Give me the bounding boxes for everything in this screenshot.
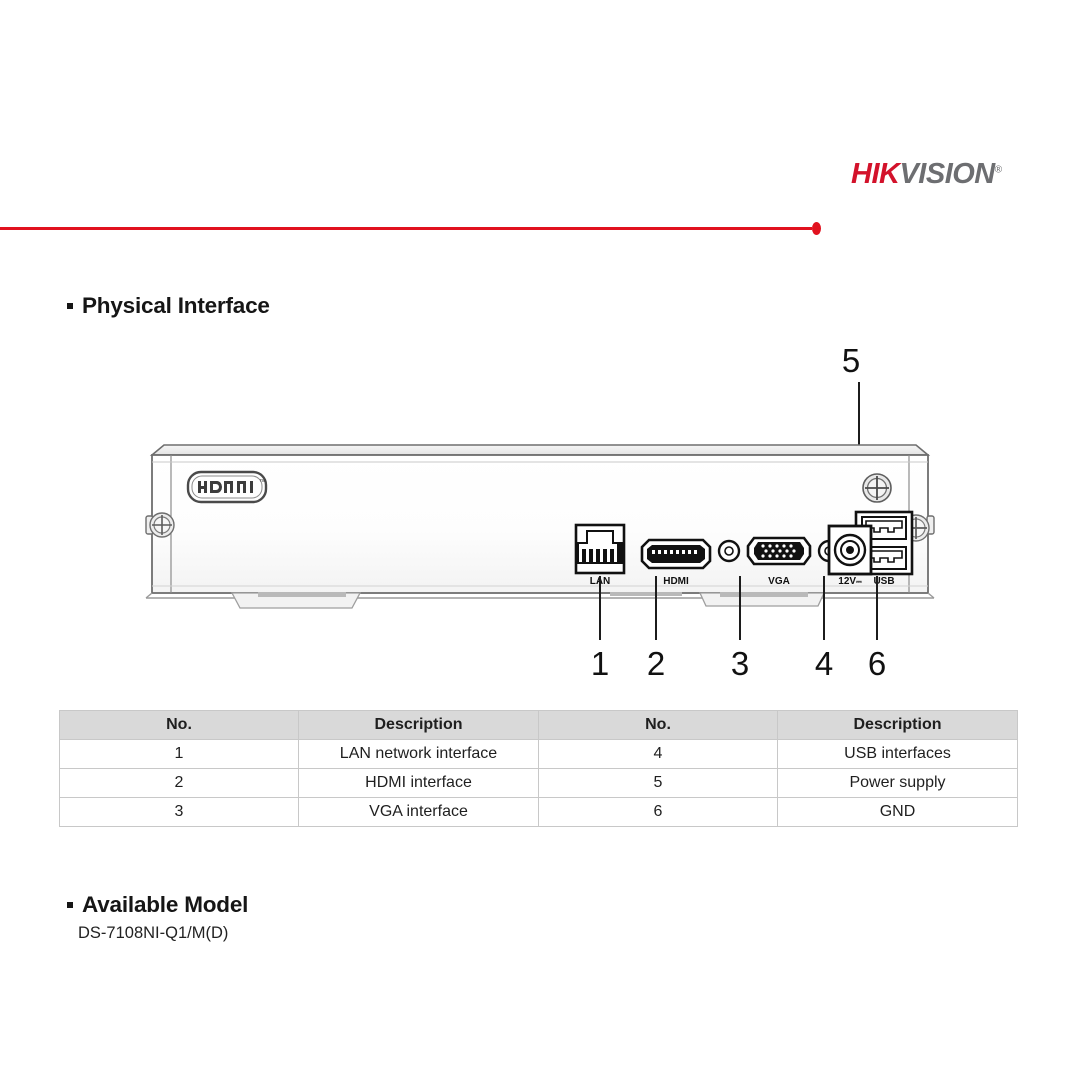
column-header-desc-right: Description <box>778 711 1018 740</box>
chassis-outline <box>146 445 934 598</box>
cell-no: 5 <box>539 769 778 798</box>
cell-no: 4 <box>539 740 778 769</box>
callout-number-4: 4 <box>814 645 834 682</box>
model-number-text: DS-7108NI-Q1/M(D) <box>78 924 229 942</box>
square-bullet-icon <box>67 303 73 309</box>
device-rear-panel-diagram <box>140 340 940 690</box>
chassis-foot-left <box>232 592 360 608</box>
cell-desc: LAN network interface <box>299 740 539 769</box>
gnd-screw <box>863 474 891 502</box>
header-divider-dot <box>812 222 821 235</box>
cell-desc: Power supply <box>778 769 1018 798</box>
heading-label: Available Model <box>82 892 249 917</box>
screw-left <box>150 513 174 537</box>
chassis-vent-slot <box>610 592 682 596</box>
hdmi-trademark-icon: ™ <box>259 479 266 486</box>
lan-port-label: LAN <box>589 576 611 587</box>
heading-label: Physical Interface <box>82 293 270 318</box>
cell-no: 1 <box>60 740 299 769</box>
power-port-label: 12V⎓ <box>838 576 862 587</box>
vga-port-label: VGA <box>768 576 790 587</box>
cell-no: 3 <box>60 798 299 827</box>
table-header-row <box>60 711 1018 740</box>
cell-desc: VGA interface <box>299 798 539 827</box>
registered-trademark-icon: ® <box>994 164 1002 176</box>
cell-no: 2 <box>60 769 299 798</box>
cell-desc: GND <box>778 798 1018 827</box>
callout-number-2: 2 <box>646 645 666 682</box>
column-header-desc-left: Description <box>299 711 539 740</box>
power-input-jack <box>829 526 871 574</box>
usb-port-label: USB <box>873 576 895 587</box>
column-header-no-right: No. <box>539 711 778 740</box>
callout-number-1: 1 <box>590 645 610 682</box>
table-row <box>60 740 1018 769</box>
page-title-physical-interface <box>67 293 270 319</box>
table-row <box>60 798 1018 827</box>
callout-number-3: 3 <box>730 645 750 682</box>
logo-text-hik: HIK <box>851 158 900 190</box>
page-title-available-model <box>67 892 248 918</box>
chassis-foot-right <box>700 592 824 606</box>
header-divider-line <box>0 227 812 230</box>
callout-number-6: 6 <box>867 645 887 682</box>
hikvision-logo <box>851 158 1002 191</box>
lan-port <box>576 525 624 573</box>
column-header-no-left: No. <box>60 711 299 740</box>
interface-reference-table <box>59 710 1018 827</box>
table-row <box>60 769 1018 798</box>
cell-no: 6 <box>539 798 778 827</box>
hdmi-port-label: HDMI <box>663 576 689 587</box>
cell-desc: USB interfaces <box>778 740 1018 769</box>
cell-desc: HDMI interface <box>299 769 539 798</box>
hdmi-port <box>642 540 710 568</box>
logo-text-vision: VISION <box>899 158 995 190</box>
callout-number-5: 5 <box>841 342 861 379</box>
square-bullet-icon <box>67 902 73 908</box>
